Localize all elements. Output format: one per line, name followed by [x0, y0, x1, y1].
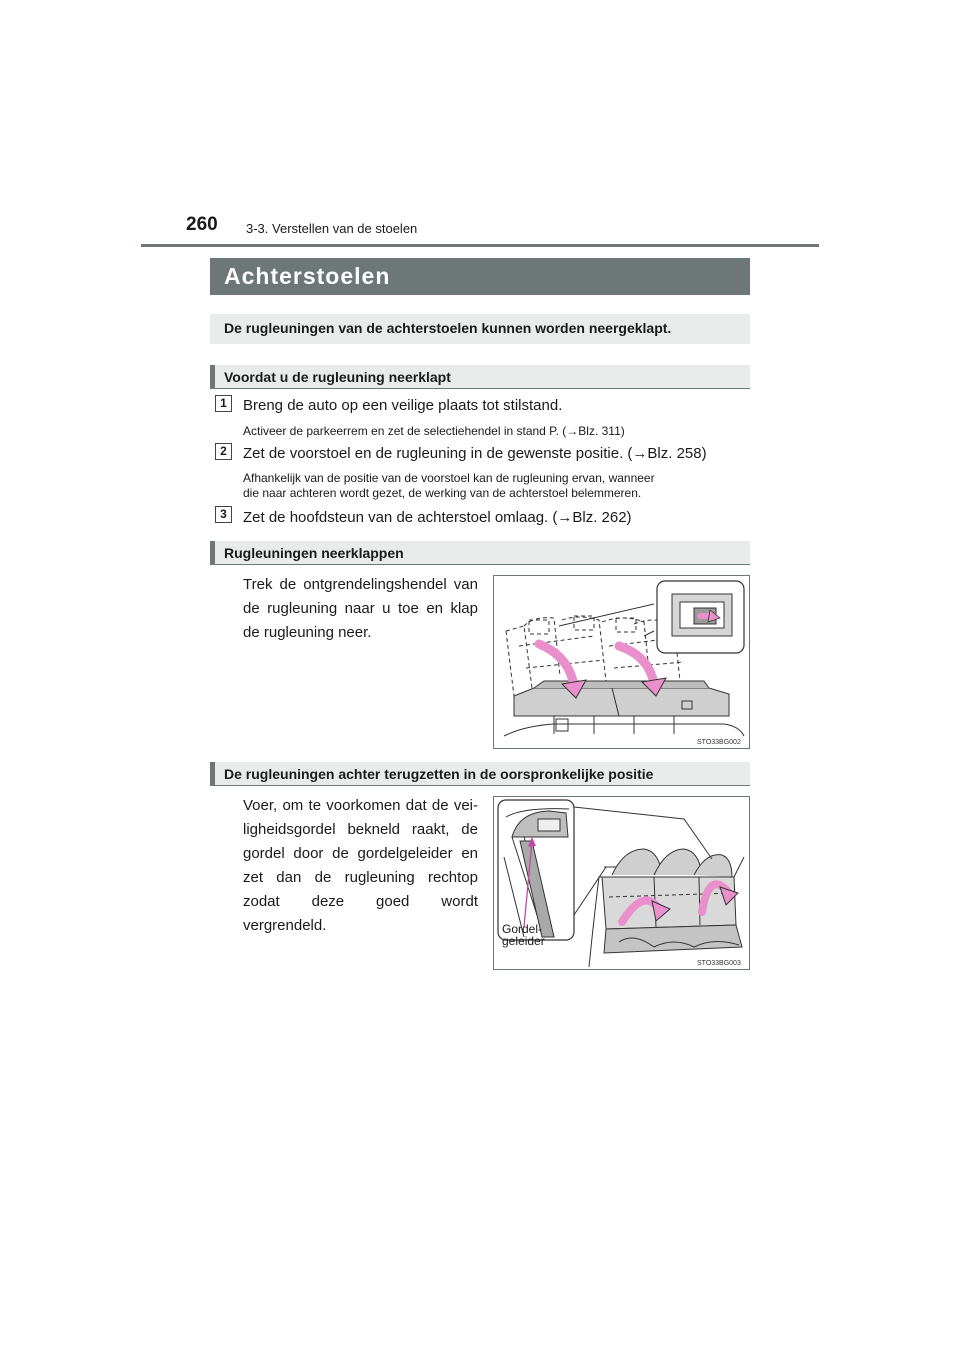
section-marker: [210, 541, 215, 565]
running-head: 3-3. Verstellen van de stoelen: [246, 221, 418, 236]
section-heading-text: Rugleuningen neerklappen: [224, 545, 404, 561]
seat-fold-illustration: [494, 576, 749, 748]
belt-guide-label: [502, 923, 545, 947]
seat-fold-figure: [493, 575, 750, 749]
section-heading-before-folding: [210, 365, 750, 389]
section-heading-text: De rugleuningen achter terugzetten in de oorspronkelijke positie: [224, 766, 654, 782]
page-title: Achterstoelen: [210, 258, 750, 295]
summary-box: De rugleuningen van de achterstoelen kunnen worden neergeklapt.: [210, 314, 750, 344]
fold-down-instructions: Trek de ontgrendelingshendel van de rugleuning naar u toe en klap de rugleuning neer.: [243, 576, 478, 641]
belt-guide-label-line: Gordel-: [502, 922, 543, 936]
return-position-instructions: Voer, om te voorkomen dat de vei-ligheidsgordel bekneld raakt, de gordel door de gordelgeleider en zet dan de rugleuning rechtop zodat deze goed wordt vergrendeld.: [243, 797, 478, 934]
step-number: 1: [215, 395, 232, 412]
page-number: 260: [186, 214, 218, 235]
step-note: Activeer de parkeerrem en zet de selectiehendel in stand P. (→Blz. 311): [243, 424, 625, 438]
belt-guide-label-line: geleider: [502, 934, 545, 948]
step-number: 3: [215, 506, 232, 523]
section-marker: [210, 365, 215, 389]
step-text: Breng de auto op een veilige plaats tot stilstand.: [243, 397, 563, 414]
belt-guide-figure: [493, 796, 750, 970]
step-text: Zet de hoofdsteun van de achterstoel omlaag. (→Blz. 262): [243, 509, 632, 526]
section-marker: [210, 762, 215, 786]
section-heading-fold-down: [210, 541, 750, 565]
figure-code: STO33BG003: [697, 960, 741, 967]
step-note-line: die naar achteren wordt gezet, de werking van de achterstoel belemmeren.: [243, 486, 642, 500]
header-rule: [141, 244, 819, 247]
section-heading-text: Voordat u de rugleuning neerklapt: [224, 369, 451, 385]
step-number: 2: [215, 443, 232, 460]
section-heading-return-position: [210, 762, 750, 786]
step-text: Zet de voorstoel en de rugleuning in de gewenste positie. (→Blz. 258): [243, 445, 707, 462]
step-note-line: Afhankelijk van de positie van de voorstoel kan de rugleuning ervan, wanneer: [243, 471, 655, 485]
step-note: [243, 471, 750, 501]
figure-code: STO33BG002: [697, 739, 741, 746]
